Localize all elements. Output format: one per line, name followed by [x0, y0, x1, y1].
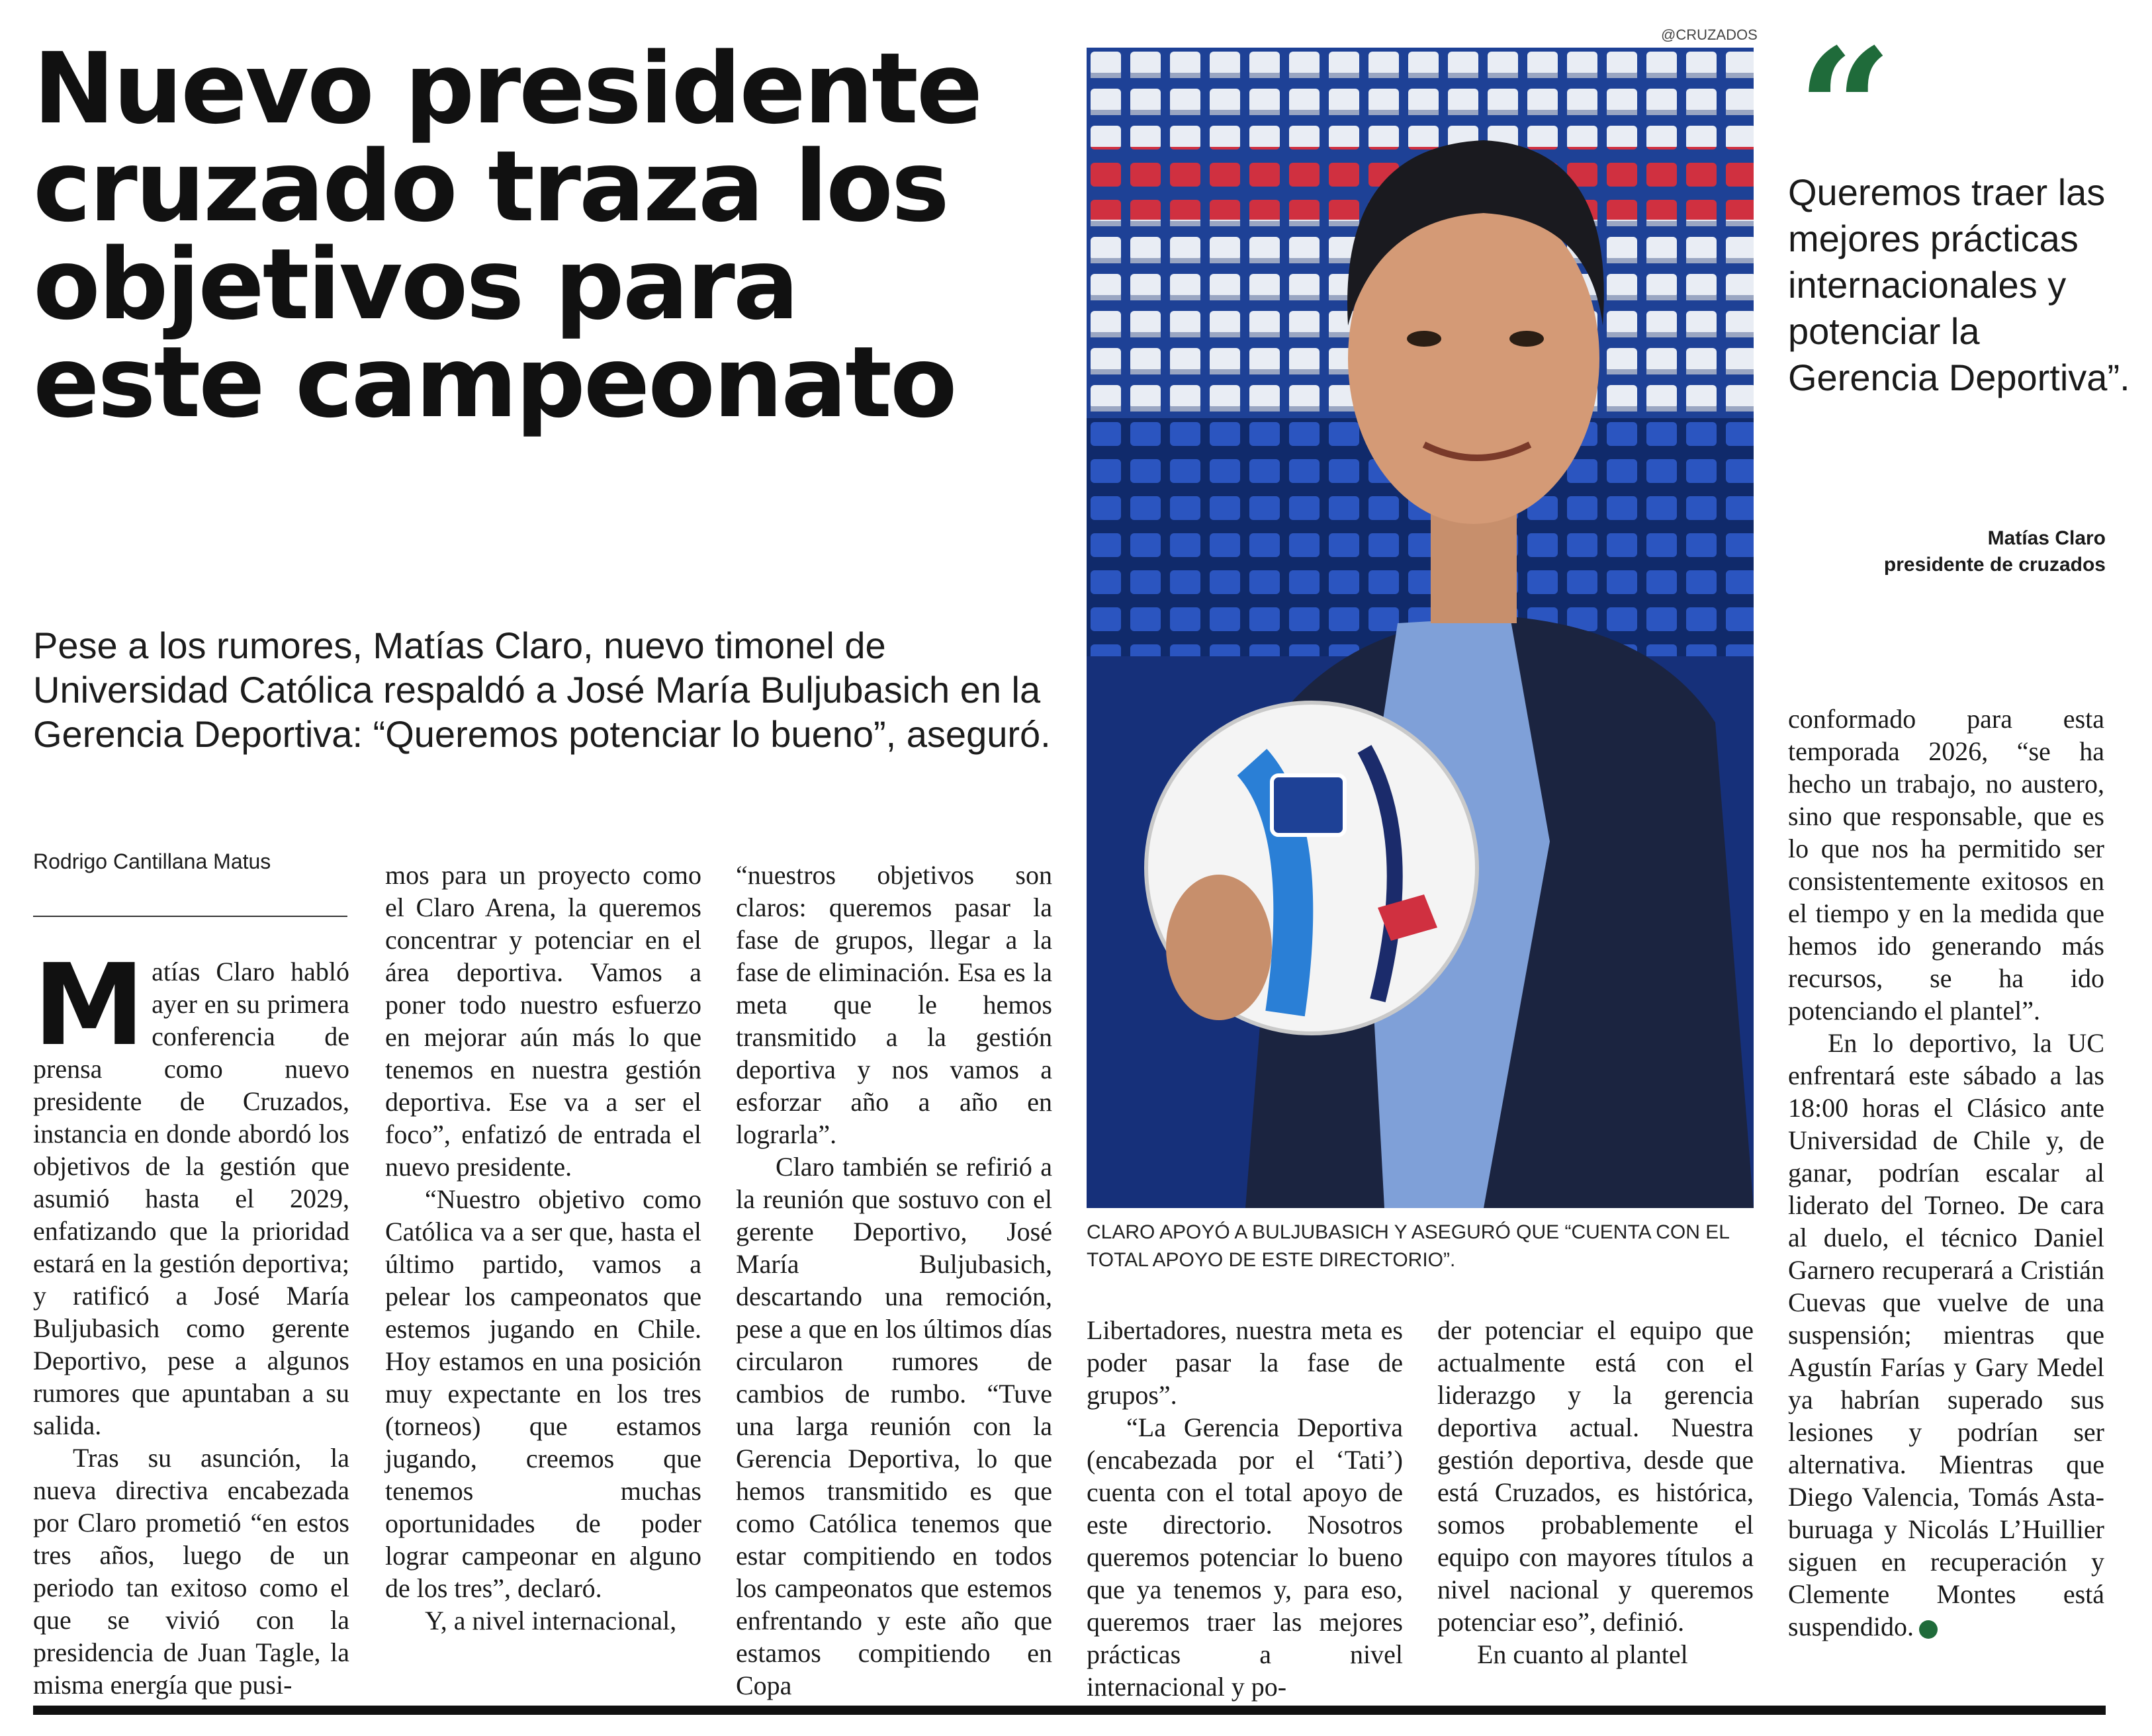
bottom-rule	[33, 1706, 2106, 1715]
photo	[1087, 48, 1754, 1208]
body-column-1	[33, 940, 349, 1701]
paragraph: En cuanto al plantel	[1477, 1639, 1688, 1669]
headline	[33, 32, 1065, 439]
byline: Rodrigo Cantillana Matus	[33, 849, 271, 873]
body-column-4	[1087, 1314, 1403, 1703]
paragraph: der potenciar el equipo que actualmente está con el liderazgo y la gerencia deportiva actual. Nuestra gestión deportiva, desde que está Cruzados, es histórica, somos probablemente el equipo con mayores títulos a nivel nacional y queremos potenciar eso”, definió.	[1437, 1315, 1754, 1637]
pull-quote: Queremos traer las mejores prácticas internacionales y potenciar la Gerencia Deportiva”.	[1788, 171, 2130, 398]
quote-mark-icon: “	[1797, 12, 1893, 206]
body-column-6	[1788, 703, 2104, 1643]
byline-divider	[33, 916, 347, 917]
deck: Pese a los rumores, Matías Claro, nuevo timonel de Universidad Católica respaldó a José María Buljubasich en la Gerencia Deportiva: “Queremos potenciar lo bueno”, aseguró.	[33, 625, 1051, 755]
photo-illustration	[1087, 48, 1754, 1208]
paragraph: Tras su asunción, la nueva directiva encabezada por Claro prometió “en estos tres años, luego de un periodo tan exitoso como el que se vivió con la presidencia de Juan Tagle, la misma energía que pusi-	[33, 1443, 349, 1700]
headline-line: Nuevo presidente	[33, 32, 981, 146]
paragraph: atías Claro habló ayer en su primera conferencia de prensa como nuevo presidente de Cruzados, instancia en donde abordó los objetivos de la gestión que asumió hasta el 2029, enfatizando que la prioridad estará en la gestión deportiva; y ratificó a José María Buljubasich como gerente Deportivo, pese a algunos rumores que apuntaban a su salida.	[33, 957, 349, 1440]
paragraph: “Nuestro objetivo como Católica va a ser que, hasta el último partido, vamos a pelear los campeonatos que estemos jugando en Chile. Hoy estamos en una posición muy expectante en los tres (torneos) que estamos jugando, creemos que tenemos muchas oportunidades de poder lograr campeonar en alguno de los tres”, declaró.	[385, 1184, 701, 1603]
end-mark-icon: ✪	[1919, 1620, 1938, 1639]
paragraph: Libertadores, nuestra meta es poder pasar la fase de grupos”.	[1087, 1315, 1403, 1410]
paragraph-text: En lo deportivo, la UC enfrentará este sábado a las 18:00 horas el Clásico ante Universidad de Chile y, de ganar, podrían escalar al liderato del Torneo. De cara al duelo, el técnico Daniel Garnero recuperará a Cristián Cuevas que vuelve de una suspensión; mientras que Agustín Farías y Gary Medel ya habrían superado sus lesiones y podrían ser alternativa. Mientras que Diego Valencia, Tomás Asta-buruaga y Nicolás L’Huillier siguen en recuperación y Clemente Montes está suspendido.	[1788, 1028, 2104, 1641]
headline-line: cruzado traza los	[33, 130, 948, 243]
paragraph: conformado para esta temporada 2026, “se ha hecho un trabajo, no austero, sino que responsable, que es lo que nos ha permitido ser consistentemente exitosos en el tiempo y en la medida que hemos ido generando más recursos, se ha ido potenciando el plantel”.	[1788, 704, 2104, 1025]
paragraph: Y, a nivel internacional,	[425, 1606, 677, 1635]
paragraph: mos para un proyecto como el Claro Arena, la queremos concentrar y potenciar en el área deportiva. Vamos a poner todo nuestro esfuerzo en mejorar aún más lo que tenemos en nuestra gestión deportiva. Ese va a ser el foco”, enfatizó de entrada el nuevo presidente.	[385, 860, 701, 1182]
paragraph: Claro también se refirió a la reunión que sostuvo con el gerente Deportivo, José María Buljubasich, descartando una remoción, pese a que en los últimos días circularon rumores de cambios de rumbo. “Tuve una larga reunión con la Gerencia Deportiva, lo que hemos transmitido es que como Católica tenemos que estar compitiendo en todos los campeonatos que estemos enfrentando y este año que estamos compitiendo en Copa	[736, 1152, 1052, 1700]
headline-line: objetivos para	[33, 228, 797, 341]
quote-attribution	[1788, 525, 2106, 578]
quote-author: Matías Claro	[1987, 527, 2106, 549]
paragraph: “nuestros objetivos son claros: queremos pasar la fase de grupos, llegar a la fase de eliminación. Esa es la meta que le hemos transmitido a la gestión deportiva y nos vamos a esforzar año a año en lograrla”.	[736, 860, 1052, 1149]
paragraph	[1788, 1027, 2104, 1643]
paragraph: “La Gerencia Deportiva (encabezada por el ‘Tati’) cuenta con el total apoyo de este directorio. Nosotros queremos potenciar lo bueno que ya tenemos y, para eso, queremos traer las mejores prácticas a nivel internacional y po-	[1087, 1412, 1403, 1702]
headline-line: este campeonato	[33, 326, 956, 439]
body-column-5	[1437, 1314, 1754, 1671]
drop-cap: M	[33, 940, 146, 1071]
body-column-3	[736, 859, 1052, 1702]
body-column-2	[385, 859, 701, 1637]
photo-credit: @CRUZADOS	[1661, 26, 1758, 43]
photo-caption: CLARO APOYÓ A BULJUBASICH Y ASEGURÓ QUE “CUENTA CON EL TOTAL APOYO DE ESTE DIRECTORIO”.	[1087, 1221, 1729, 1271]
quote-author-role: presidente de cruzados	[1883, 554, 2106, 576]
